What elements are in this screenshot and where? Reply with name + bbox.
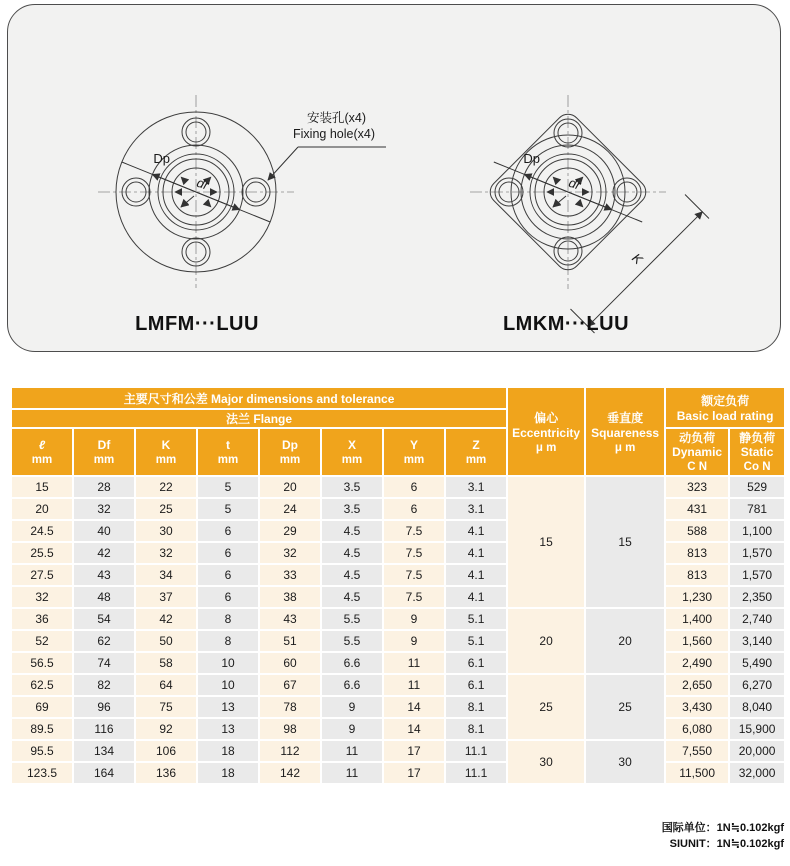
dim-cell: 56.5	[11, 652, 73, 674]
dynamic-load-cell: 1,560	[665, 630, 729, 652]
dim-cell: 7.5	[383, 586, 445, 608]
dim-cell: 123.5	[11, 762, 73, 784]
table-row	[11, 520, 785, 542]
dynamic-load-cell: 3,430	[665, 696, 729, 718]
dim-cell: 25.5	[11, 542, 73, 564]
dynamic-load-cell: 6,080	[665, 718, 729, 740]
dim-cell: 10	[197, 674, 259, 696]
dim-cell: 7.5	[383, 520, 445, 542]
dim-cell: 20	[11, 498, 73, 520]
dim-cell: 98	[259, 718, 321, 740]
col-static: 静负荷 Static Co N	[729, 428, 785, 476]
dim-cell: 11	[383, 674, 445, 696]
squareness-cell: 30	[585, 740, 665, 784]
static-load-cell: 3,140	[729, 630, 785, 652]
dim-cell: 6.6	[321, 674, 383, 696]
dynamic-load-cell: 813	[665, 542, 729, 564]
dim-cell: 32	[11, 586, 73, 608]
k-label: K	[629, 250, 646, 268]
dim-cell: 38	[259, 586, 321, 608]
dim-cell: 24	[259, 498, 321, 520]
dim-cell: 6.1	[445, 652, 507, 674]
dim-cell: 96	[73, 696, 135, 718]
dim-cell: 4.1	[445, 564, 507, 586]
dim-cell: 64	[135, 674, 197, 696]
dim-cell: 4.5	[321, 520, 383, 542]
dim-cell: 6.1	[445, 674, 507, 696]
caption-lmkm: LMKM···LUU	[502, 313, 630, 335]
dim-cell: 9	[383, 630, 445, 652]
dim-cell: 5.1	[445, 608, 507, 630]
dim-cell: 5.5	[321, 608, 383, 630]
table-body	[11, 476, 785, 784]
dim-cell: 14	[383, 696, 445, 718]
dynamic-load-cell: 2,650	[665, 674, 729, 696]
static-load-cell: 1,100	[729, 520, 785, 542]
table-row	[11, 762, 785, 784]
dim-cell: 15	[11, 476, 73, 498]
caption-lmfm: LMFM···LUU	[135, 313, 259, 335]
table-row	[11, 498, 785, 520]
dim-cell: 75	[135, 696, 197, 718]
dim-cell: 17	[383, 740, 445, 762]
dim-cell: 8.1	[445, 696, 507, 718]
dim-cell: 14	[383, 718, 445, 740]
dim-cell: 8	[197, 608, 259, 630]
dim-cell: 29	[259, 520, 321, 542]
dim-cell: 89.5	[11, 718, 73, 740]
dim-cell: 5.1	[445, 630, 507, 652]
dim-cell: 62	[73, 630, 135, 652]
dim-cell: 95.5	[11, 740, 73, 762]
dim-cell: 8.1	[445, 718, 507, 740]
dim-cell: 6	[197, 520, 259, 542]
dim-cell: 11	[383, 652, 445, 674]
eccentricity-cell: 15	[507, 476, 585, 608]
dim-cell: 9	[383, 608, 445, 630]
dim-cell: 92	[135, 718, 197, 740]
dim-cell: 78	[259, 696, 321, 718]
dim-cell: 6	[197, 564, 259, 586]
dim-cell: 11.1	[445, 762, 507, 784]
col-dynamic: 动负荷 Dynamic C N	[665, 428, 729, 476]
dp-label-left: Dp	[153, 151, 170, 166]
dynamic-load-cell: 11,500	[665, 762, 729, 784]
dynamic-load-cell: 813	[665, 564, 729, 586]
static-load-cell: 15,900	[729, 718, 785, 740]
dim-cell: 11	[321, 762, 383, 784]
static-load-cell: 529	[729, 476, 785, 498]
dim-cell: 11	[321, 740, 383, 762]
dimension-table	[10, 386, 786, 785]
dynamic-load-cell: 7,550	[665, 740, 729, 762]
callout-en: Fixing hole(x4)	[293, 127, 375, 141]
unit-note-en: SIUNIT：1N≒0.102kgf	[669, 838, 784, 850]
dim-cell: 32	[73, 498, 135, 520]
dim-cell: 32	[135, 542, 197, 564]
fixing-hole-callout	[293, 110, 375, 142]
dim-cell: 4.1	[445, 520, 507, 542]
static-load-cell: 8,040	[729, 696, 785, 718]
table-row	[11, 608, 785, 630]
dim-cell: 4.1	[445, 586, 507, 608]
squareness-cell: 25	[585, 674, 665, 740]
dim-cell: 13	[197, 696, 259, 718]
dim-cell: 4.5	[321, 564, 383, 586]
header-flange: 法兰 Flange	[11, 409, 507, 428]
table-row	[11, 674, 785, 696]
header-major-dimensions: 主要尺寸和公差 Major dimensions and tolerance	[11, 387, 507, 409]
table-row	[11, 652, 785, 674]
dim-cell: 37	[135, 586, 197, 608]
dynamic-load-cell: 1,400	[665, 608, 729, 630]
dr-label-left: dr	[194, 174, 211, 193]
dim-cell: 18	[197, 762, 259, 784]
dim-cell: 11.1	[445, 740, 507, 762]
callout-zh: 安装孔(x4)	[307, 111, 367, 125]
column-header-row	[11, 428, 785, 476]
table-row	[11, 740, 785, 762]
dynamic-load-cell: 2,490	[665, 652, 729, 674]
dim-cell: 4.5	[321, 586, 383, 608]
square-flange-drawing	[470, 95, 709, 333]
dim-cell: 30	[135, 520, 197, 542]
dim-cell: 112	[259, 740, 321, 762]
dim-cell: 67	[259, 674, 321, 696]
dim-cell: 54	[73, 608, 135, 630]
dim-cell: 3.5	[321, 498, 383, 520]
table-row	[11, 696, 785, 718]
dim-cell: 82	[73, 674, 135, 696]
header-basic-load-rating: 额定负荷 Basic load rating	[665, 387, 785, 428]
dim-cell: 62.5	[11, 674, 73, 696]
dim-cell: 7.5	[383, 564, 445, 586]
dim-cell: 6	[383, 476, 445, 498]
dim-cell: 60	[259, 652, 321, 674]
dim-cell: 134	[73, 740, 135, 762]
dr-label-right: dr	[566, 174, 583, 193]
col-df: Df mm	[73, 428, 135, 476]
dim-cell: 28	[73, 476, 135, 498]
dim-cell: 6	[197, 586, 259, 608]
col-y: Y mm	[383, 428, 445, 476]
dim-cell: 24.5	[11, 520, 73, 542]
dim-cell: 50	[135, 630, 197, 652]
squareness-cell: 20	[585, 608, 665, 674]
dim-cell: 3.1	[445, 476, 507, 498]
dynamic-load-cell: 588	[665, 520, 729, 542]
static-load-cell: 1,570	[729, 564, 785, 586]
header-eccentricity: 偏心 Eccentricity μ m	[507, 387, 585, 476]
dim-cell: 33	[259, 564, 321, 586]
squareness-cell: 15	[585, 476, 665, 608]
dim-cell: 27.5	[11, 564, 73, 586]
diagram-panel	[7, 4, 781, 352]
dim-cell: 106	[135, 740, 197, 762]
dim-cell: 3.1	[445, 498, 507, 520]
dim-cell: 17	[383, 762, 445, 784]
dim-cell: 42	[135, 608, 197, 630]
dim-cell: 74	[73, 652, 135, 674]
unit-note-zh: 国际单位：1N≒0.102kgf	[661, 822, 784, 834]
dim-cell: 3.5	[321, 476, 383, 498]
dim-cell: 10	[197, 652, 259, 674]
header-squareness: 垂直度 Squareness μ m	[585, 387, 665, 476]
dim-cell: 5.5	[321, 630, 383, 652]
dim-cell: 6	[197, 542, 259, 564]
dim-cell: 6	[383, 498, 445, 520]
table-row	[11, 630, 785, 652]
dynamic-load-cell: 1,230	[665, 586, 729, 608]
dim-cell: 22	[135, 476, 197, 498]
table-row	[11, 542, 785, 564]
dim-cell: 34	[135, 564, 197, 586]
dim-cell: 116	[73, 718, 135, 740]
dp-label-right: Dp	[523, 151, 540, 166]
static-load-cell: 20,000	[729, 740, 785, 762]
dim-cell: 20	[259, 476, 321, 498]
dim-cell: 42	[73, 542, 135, 564]
dim-cell: 4.1	[445, 542, 507, 564]
table-row	[11, 476, 785, 498]
dim-cell: 6.6	[321, 652, 383, 674]
dim-cell: 164	[73, 762, 135, 784]
table-row	[11, 564, 785, 586]
dynamic-load-cell: 431	[665, 498, 729, 520]
table-row	[11, 718, 785, 740]
dim-cell: 43	[259, 608, 321, 630]
dim-cell: 5	[197, 476, 259, 498]
flange-drawings	[8, 5, 779, 350]
dim-cell: 52	[11, 630, 73, 652]
dim-cell: 25	[135, 498, 197, 520]
dim-cell: 13	[197, 718, 259, 740]
static-load-cell: 781	[729, 498, 785, 520]
dim-cell: 5	[197, 498, 259, 520]
dim-cell: 142	[259, 762, 321, 784]
eccentricity-cell: 20	[507, 608, 585, 674]
dim-cell: 58	[135, 652, 197, 674]
col-dp: Dp mm	[259, 428, 321, 476]
dynamic-load-cell: 323	[665, 476, 729, 498]
dim-cell: 32	[259, 542, 321, 564]
dim-cell: 43	[73, 564, 135, 586]
dim-cell: 9	[321, 696, 383, 718]
col-k: K mm	[135, 428, 197, 476]
dim-cell: 4.5	[321, 542, 383, 564]
dim-cell: 8	[197, 630, 259, 652]
static-load-cell: 1,570	[729, 542, 785, 564]
table-row	[11, 586, 785, 608]
dim-cell: 18	[197, 740, 259, 762]
static-load-cell: 5,490	[729, 652, 785, 674]
unit-note	[662, 820, 784, 852]
col-z: Z mm	[445, 428, 507, 476]
dim-cell: 36	[11, 608, 73, 630]
static-load-cell: 32,000	[729, 762, 785, 784]
static-load-cell: 2,350	[729, 586, 785, 608]
dim-cell: 40	[73, 520, 135, 542]
dim-cell: 48	[73, 586, 135, 608]
dim-cell: 136	[135, 762, 197, 784]
dim-cell: 9	[321, 718, 383, 740]
eccentricity-cell: 30	[507, 740, 585, 784]
col-t: t mm	[197, 428, 259, 476]
eccentricity-cell: 25	[507, 674, 585, 740]
col-l: ℓ mm	[11, 428, 73, 476]
dim-cell: 51	[259, 630, 321, 652]
static-load-cell: 6,270	[729, 674, 785, 696]
dim-cell: 7.5	[383, 542, 445, 564]
col-x: X mm	[321, 428, 383, 476]
static-load-cell: 2,740	[729, 608, 785, 630]
dim-cell: 69	[11, 696, 73, 718]
